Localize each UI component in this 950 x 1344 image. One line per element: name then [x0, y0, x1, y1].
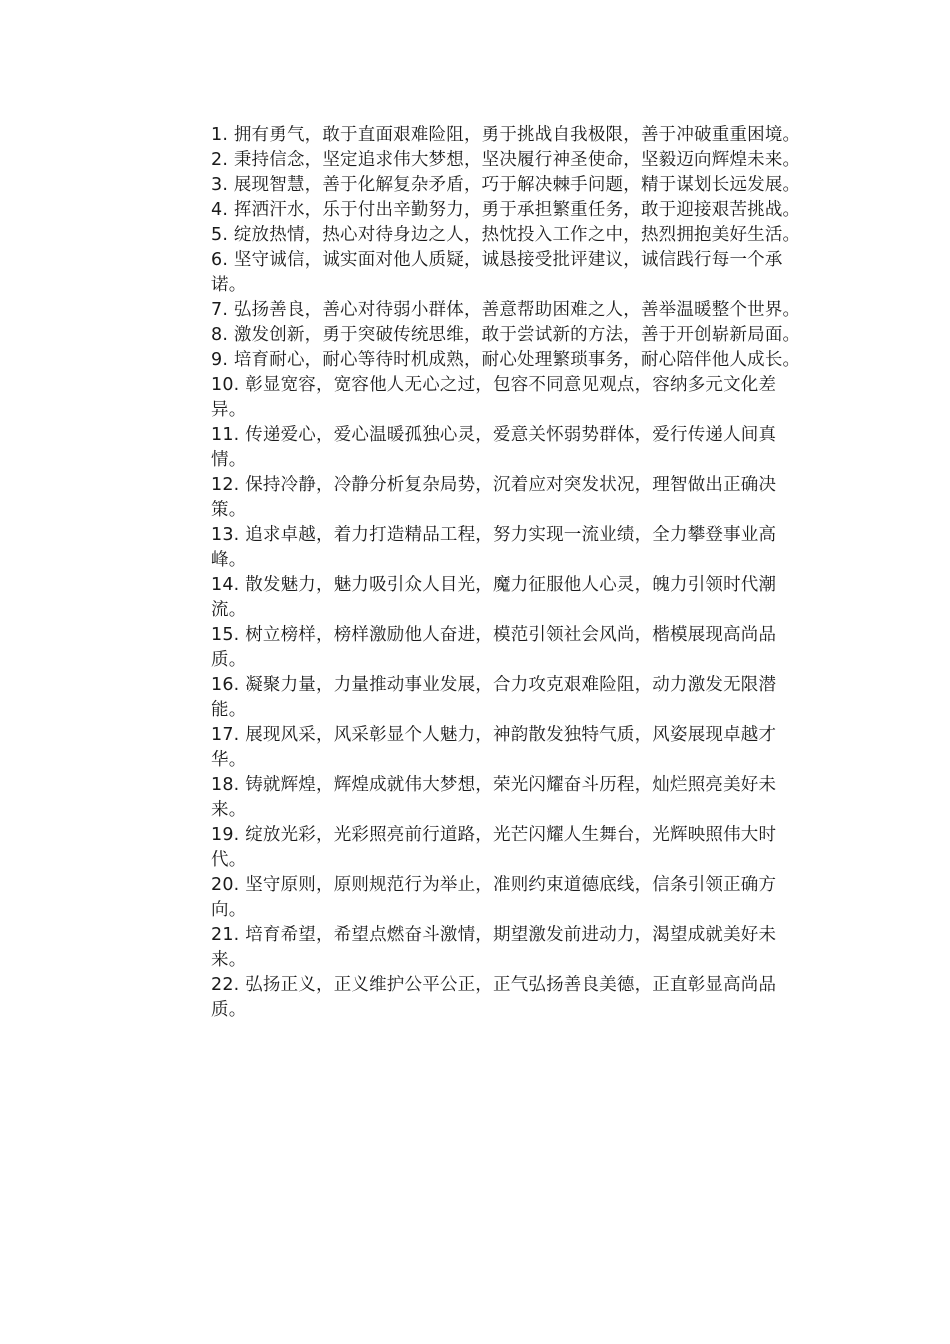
list-item: 12. 保持冷静，冷静分析复杂局势，沉着应对突发状况，理智做出正确决策。 — [211, 475, 777, 520]
list-item: 15. 树立榜样，榜样激励他人奋进，模范引领社会风尚，楷模展现高尚品质。 — [211, 625, 777, 670]
list-item: 7. 弘扬善良，善心对待弱小群体，善意帮助困难之人，善举温暖整个世界。 — [211, 300, 801, 320]
list-item: 18. 铸就辉煌，辉煌成就伟大梦想，荣光闪耀奋斗历程，灿烂照亮美好未来。 — [211, 775, 777, 820]
list-item: 4. 挥洒汗水，乐于付出辛勤努力，勇于承担繁重任务，敢于迎接艰苦挑战。 — [211, 200, 801, 220]
list-item: 16. 凝聚力量，力量推动事业发展，合力攻克艰难险阻，动力激发无限潜能。 — [211, 675, 777, 720]
numbered-list — [211, 123, 807, 1023]
list-item: 22. 弘扬正义，正义维护公平公正，正气弘扬善良美德，正直彰显高尚品质。 — [211, 975, 777, 1020]
list-item: 13. 追求卓越，着力打造精品工程，努力实现一流业绩，全力攀登事业高峰。 — [211, 525, 777, 570]
list-item: 2. 秉持信念，坚定追求伟大梦想，坚决履行神圣使命，坚毅迈向辉煌未来。 — [211, 150, 801, 170]
list-item: 1. 拥有勇气，敢于直面艰难险阻，勇于挑战自我极限，善于冲破重重困境。 — [211, 125, 801, 145]
list-item: 11. 传递爱心，爱心温暖孤独心灵，爱意关怀弱势群体，爱行传递人间真情。 — [211, 425, 777, 470]
list-item: 19. 绽放光彩，光彩照亮前行道路，光芒闪耀人生舞台，光辉映照伟大时代。 — [211, 825, 777, 870]
list-item: 5. 绽放热情，热心对待身边之人，热忱投入工作之中，热烈拥抱美好生活。 — [211, 225, 801, 245]
list-item: 6. 坚守诚信，诚实面对他人质疑，诚恳接受批评建议，诚信践行每一个承诺。 — [211, 250, 783, 295]
list-item: 3. 展现智慧，善于化解复杂矛盾，巧于解决棘手问题，精于谋划长远发展。 — [211, 175, 801, 195]
list-item: 17. 展现风采，风采彰显个人魅力，神韵散发独特气质，风姿展现卓越才华。 — [211, 725, 777, 770]
list-item: 14. 散发魅力，魅力吸引众人目光，魔力征服他人心灵，魄力引领时代潮流。 — [211, 575, 777, 620]
list-item: 9. 培育耐心，耐心等待时机成熟，耐心处理繁琐事务，耐心陪伴他人成长。 — [211, 350, 801, 370]
list-item: 10. 彰显宽容，宽容他人无心之过，包容不同意见观点，容纳多元文化差异。 — [211, 375, 777, 420]
list-item: 21. 培育希望，希望点燃奋斗激情，期望激发前进动力，渴望成就美好未来。 — [211, 925, 777, 970]
list-item: 20. 坚守原则，原则规范行为举止，准则约束道德底线，信条引领正确方向。 — [211, 875, 777, 920]
list-item: 8. 激发创新，勇于突破传统思维，敢于尝试新的方法，善于开创崭新局面。 — [211, 325, 801, 345]
